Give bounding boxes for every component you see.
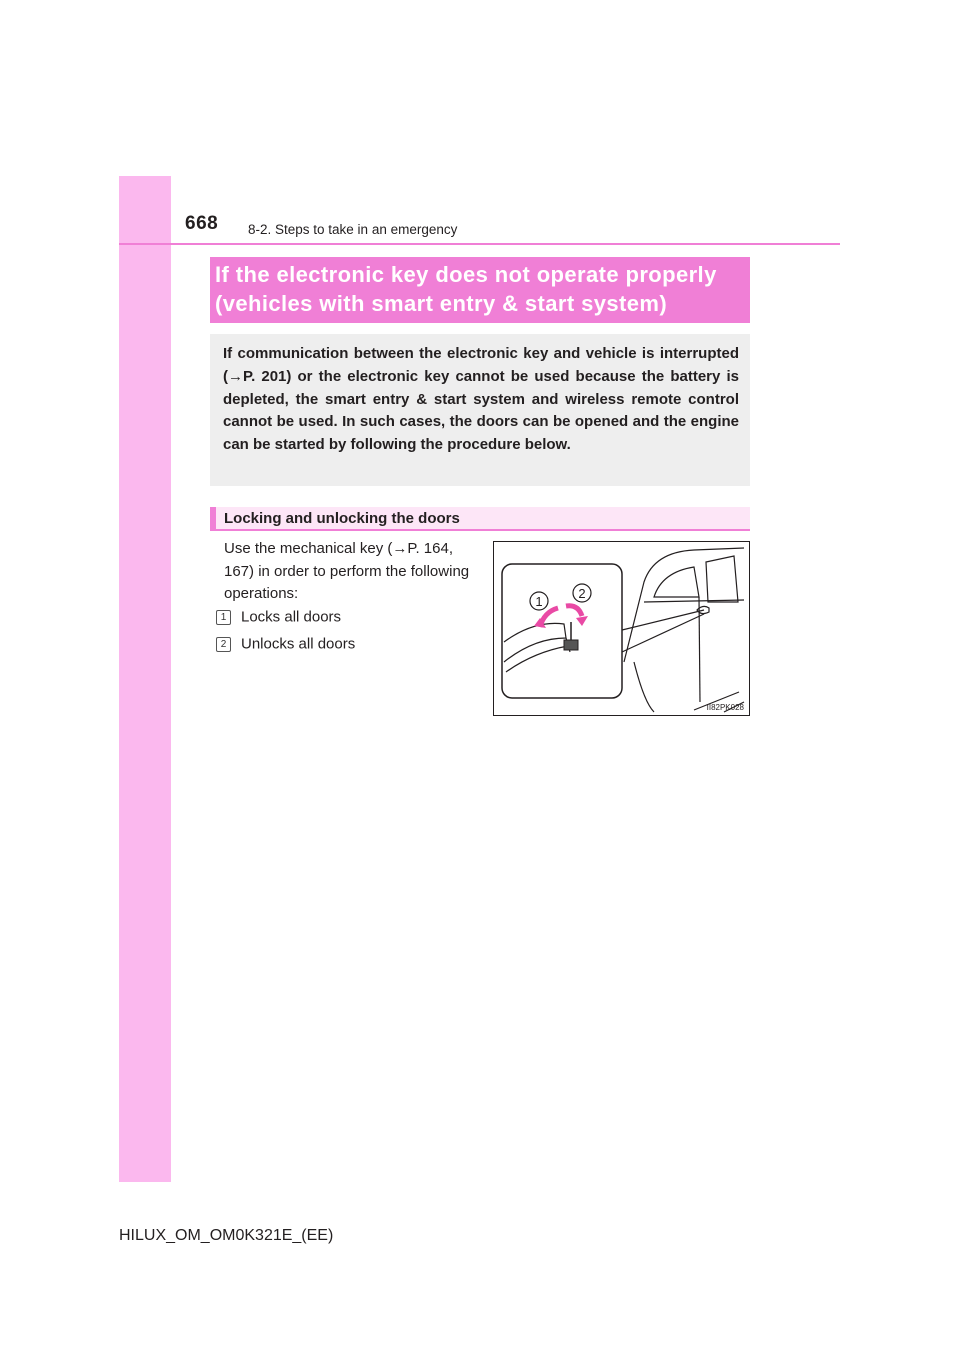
step-number: 2 <box>216 637 231 652</box>
step-text: Unlocks all doors <box>241 635 356 653</box>
step-number: 1 <box>216 610 231 625</box>
door-handle-illustration <box>493 541 750 716</box>
topic-title <box>210 257 750 323</box>
step-item <box>216 635 355 653</box>
subheading <box>210 507 750 531</box>
illustration-code: II82PK028 <box>706 703 744 712</box>
side-tab-band <box>119 176 171 1182</box>
section-title: 8-2. Steps to take in an emergency <box>248 222 458 237</box>
intro-paragraph: If communication between the electronic key and vehicle is interrupted (→P. 201) or the electronic key cannot be used because the battery is depleted, the smart entry & start system and wireless remote control cannot be used. In such cases, the doors can be opened and the engine can be started by following the procedure below. <box>210 334 750 486</box>
callout-2: 2 <box>578 586 586 601</box>
header-rule <box>119 243 840 245</box>
callout-1: 1 <box>535 594 543 609</box>
page-number: 668 <box>185 213 219 234</box>
step-text: Locks all doors <box>241 608 342 626</box>
topic-title-line-1: If the electronic key does not operate properly <box>215 262 717 287</box>
footer-code: HILUX_OM_OM0K321E_(EE) <box>119 1227 334 1244</box>
subheading-label: Locking and unlocking the doors <box>224 510 460 527</box>
topic-title-line-2: (vehicles with smart entry & start system) <box>215 291 668 316</box>
step-item <box>216 608 341 626</box>
subheading-accent <box>210 507 216 529</box>
door-handle-drawing <box>494 542 749 715</box>
body-paragraph: Use the mechanical key (→P. 164, 167) in order to perform the following operations: <box>224 540 470 602</box>
